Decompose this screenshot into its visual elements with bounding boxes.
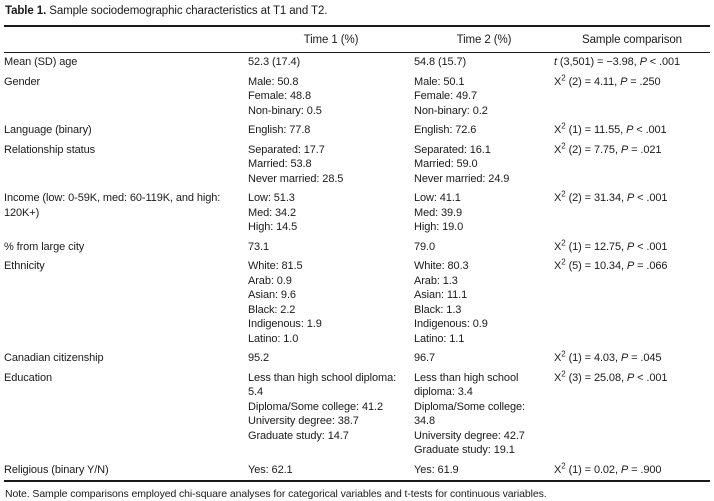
- value-line: Never married: 28.5: [248, 172, 344, 185]
- value-line: Yes: 62.1: [248, 463, 293, 476]
- table-row: [4, 238, 710, 258]
- value-line: Male: 50.8: [248, 75, 299, 88]
- time1-cell: [248, 53, 414, 73]
- table-row: [4, 73, 710, 122]
- value-line: Med: 39.9: [414, 206, 463, 219]
- table-body: [4, 53, 710, 482]
- value-line: Separated: 16.1: [414, 143, 491, 156]
- time2-cell: [414, 349, 554, 369]
- table-row: [4, 141, 710, 190]
- header-time2: Time 2 (%): [414, 26, 554, 53]
- table-row: [4, 257, 710, 349]
- value-line: 52.3 (17.4): [248, 56, 301, 68]
- value-line: High: 19.0: [414, 221, 464, 233]
- time2-cell: [414, 141, 554, 190]
- value-line: Med: 34.2: [248, 206, 297, 219]
- value-line: 73.1: [248, 240, 270, 253]
- value-line: 96.7: [414, 352, 436, 364]
- value-line: Non-binary: 0.2: [414, 104, 488, 117]
- value-line: White: 80.3: [414, 260, 469, 272]
- table-header: [4, 26, 710, 53]
- time2-cell: [414, 73, 554, 122]
- value-line: Latino: 1.0: [248, 332, 299, 345]
- value-line: Low: 41.1: [414, 192, 461, 204]
- row-label: Mean (SD) age: [4, 56, 78, 68]
- table-row: [4, 53, 710, 73]
- time2-cell: [414, 369, 554, 461]
- time2-cell: [414, 238, 554, 258]
- value-line: 54.8 (15.7): [414, 56, 467, 68]
- value-line: Asian: 9.6: [248, 289, 296, 301]
- time1-cell: [248, 257, 414, 349]
- time2-cell: [414, 53, 554, 73]
- value-line: High: 14.5: [248, 221, 298, 233]
- value-line: Indigenous: 0.9: [414, 318, 488, 330]
- value-line: Arab: 0.9: [248, 274, 292, 287]
- comparison-cell: $X^2$ (3) = 25.08, P < .001: [554, 368, 668, 384]
- value-line: Black: 1.3: [414, 303, 462, 316]
- value-line: Male: 50.1: [414, 75, 465, 88]
- value-line: University degree: 42.7: [414, 429, 525, 442]
- comparison-cell: $X^2$ (1) = 11.55, P < .001: [554, 121, 667, 136]
- row-label: Gender: [4, 75, 41, 88]
- comparison-cell: $X^2$ (1) = 0.02, P = .900: [554, 460, 662, 476]
- value-line: Latino: 1.1: [414, 332, 465, 345]
- value-line: Low: 51.3: [248, 192, 295, 204]
- header-sample-comparison: Sample comparison: [554, 26, 710, 53]
- value-line: Graduate study: 19.1: [414, 444, 515, 456]
- table-row: [4, 461, 710, 482]
- row-label: Religious (binary Y/N): [4, 463, 109, 476]
- value-line: Graduate study: 14.7: [248, 429, 349, 442]
- row-label: % from large city: [4, 240, 85, 253]
- row-label: Income (low: 0-59K, med: 60-119K, and high: 120K+): [4, 192, 221, 219]
- value-line: Non-binary: 0.5: [248, 104, 322, 117]
- comparison-cell: $X^2$ (1) = 12.75, P < .001: [554, 237, 668, 253]
- comparison-cell: $X^2$ (2) = 31.34, P < .001: [554, 189, 668, 204]
- value-line: Arab: 1.3: [414, 274, 458, 287]
- table-row: [4, 349, 710, 369]
- table-row: [4, 121, 710, 141]
- value-line: Female: 48.8: [248, 90, 312, 102]
- comparison-cell: $X^2$ (2) = 7.75, P = .021: [554, 140, 662, 156]
- time1-cell: [248, 73, 414, 122]
- time2-cell: [414, 121, 554, 141]
- row-label: Education: [4, 371, 53, 384]
- value-line: Black: 2.2: [248, 303, 296, 316]
- table-note: Note. Sample comparisons employed chi-square analyses for categorical variables and t-tests for continuous variables.: [5, 488, 547, 500]
- table-number: Table 1.: [5, 5, 47, 17]
- time2-cell: [414, 461, 554, 482]
- sociodemographic-table: [4, 25, 710, 482]
- row-label: Language (binary): [4, 124, 92, 136]
- row-label: Canadian citizenship: [4, 352, 104, 364]
- value-line: English: 72.6: [414, 124, 477, 136]
- header-characteristic: [4, 26, 248, 53]
- value-line: 79.0: [414, 240, 436, 253]
- value-line: Less than high school diploma: 3.4: [414, 371, 519, 398]
- time2-cell: [414, 257, 554, 349]
- value-line: Married: 53.8: [248, 158, 312, 170]
- time1-cell: [248, 369, 414, 461]
- value-line: University degree: 38.7: [248, 415, 359, 427]
- comparison-cell: $X^2$ (2) = 4.11, P = .250: [554, 72, 661, 88]
- value-line: Diploma/Some college: 41.2: [248, 400, 383, 413]
- time1-cell: [248, 461, 414, 482]
- time1-cell: [248, 121, 414, 141]
- value-line: Asian: 11.1: [414, 289, 468, 301]
- table-row: [4, 369, 710, 461]
- comparison-cell: t (3,501) = −3.98, P < .001: [554, 56, 681, 68]
- table-row: [4, 189, 710, 238]
- header-row: [4, 26, 710, 53]
- value-line: English: 77.8: [248, 124, 311, 136]
- time1-cell: [248, 189, 414, 238]
- table-caption: Sample sociodemographic characteristics at T1 and T2.: [46, 5, 328, 17]
- header-time1: Time 1 (%): [248, 26, 414, 53]
- row-label: Relationship status: [4, 143, 96, 156]
- value-line: Never married: 24.9: [414, 172, 510, 185]
- value-line: Female: 49.7: [414, 90, 478, 102]
- time1-cell: [248, 349, 414, 369]
- value-line: White: 81.5: [248, 260, 303, 272]
- comparison-cell: $X^2$ (5) = 10.34, P = .066: [554, 257, 668, 272]
- value-line: Separated: 17.7: [248, 143, 325, 156]
- comparison-cell: $X^2$ (1) = 4.03, P = .045: [554, 349, 662, 364]
- time1-cell: [248, 141, 414, 190]
- value-line: 95.2: [248, 352, 270, 364]
- value-line: Married: 59.0: [414, 158, 478, 170]
- time1-cell: [248, 238, 414, 258]
- value-line: Yes: 61.9: [414, 463, 459, 476]
- value-line: Diploma/Some college: 34.8: [414, 400, 526, 427]
- table-title: [5, 4, 710, 18]
- time2-cell: [414, 189, 554, 238]
- value-line: Indigenous: 1.9: [248, 318, 322, 330]
- value-line: Less than high school diploma: 5.4: [248, 371, 397, 398]
- row-label: Ethnicity: [4, 260, 45, 272]
